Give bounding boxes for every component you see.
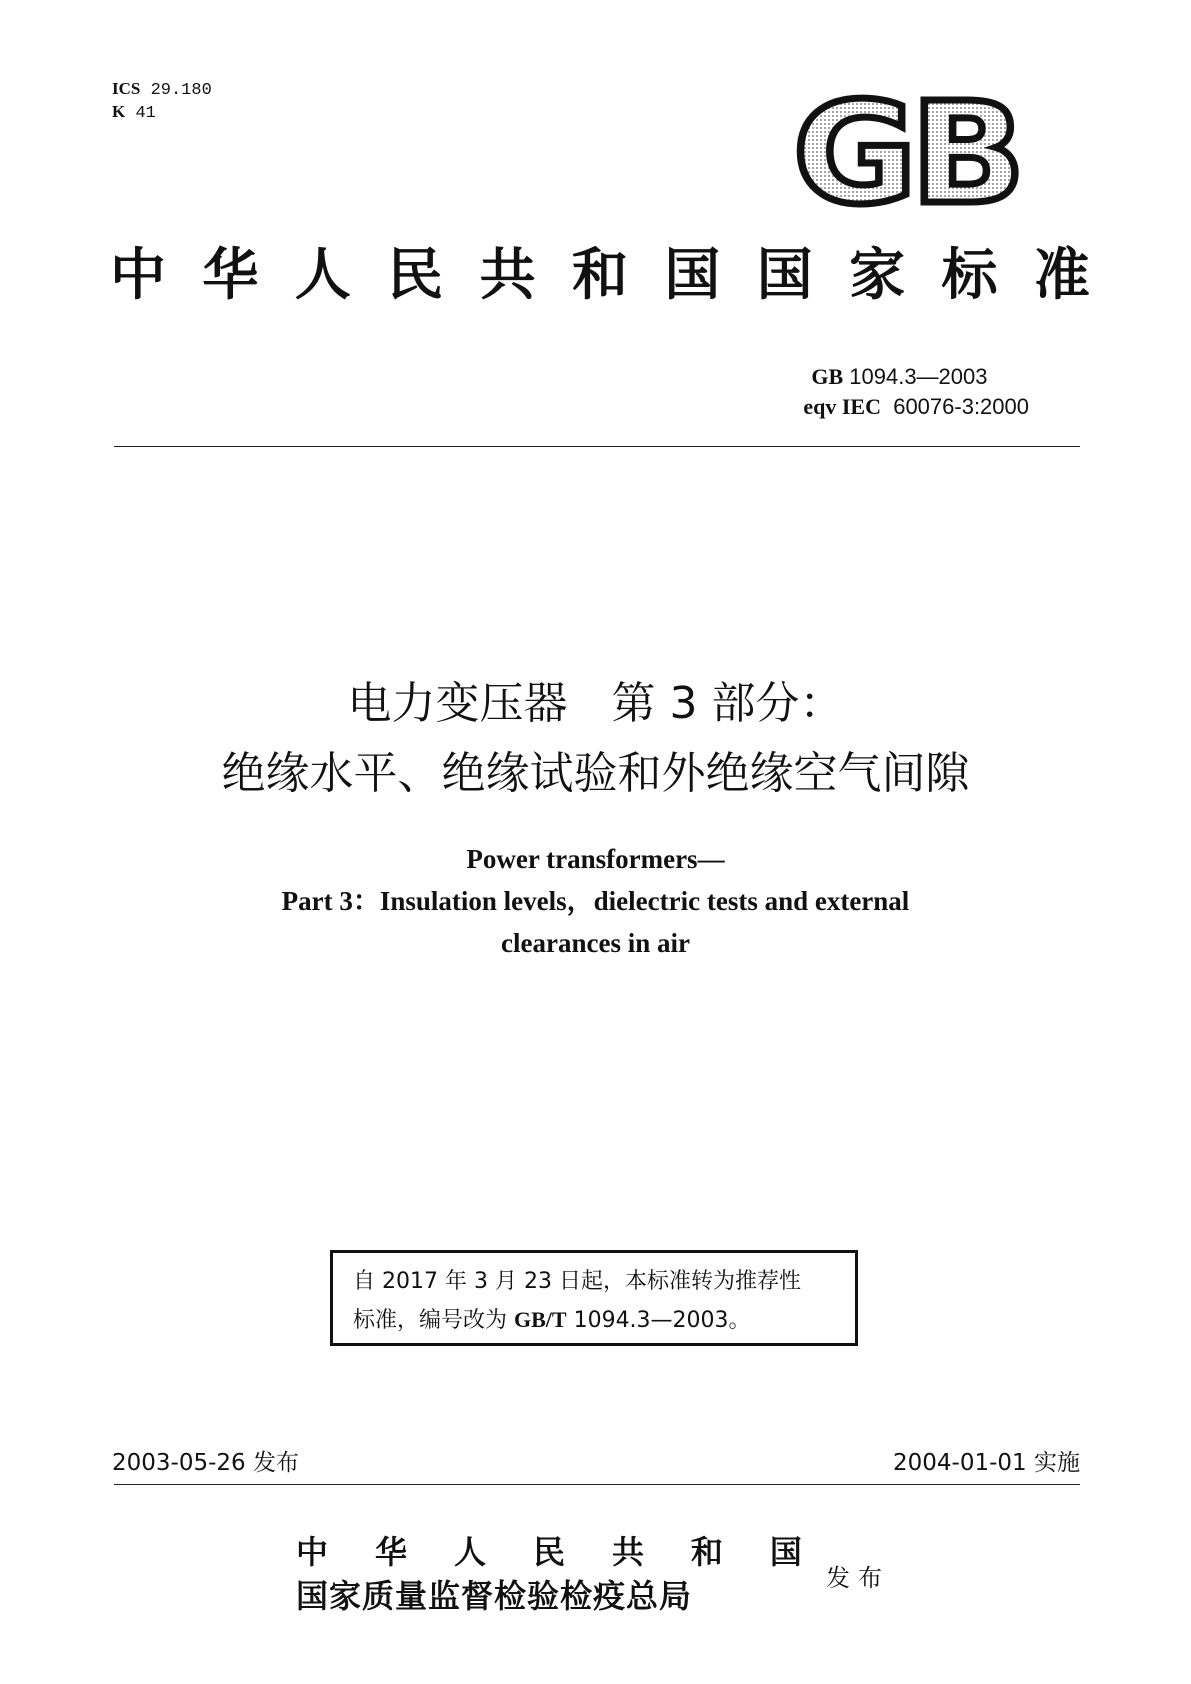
issuer-char: 民 (532, 1533, 565, 1571)
title-char: 华 (202, 243, 259, 308)
title-char: 家 (849, 243, 906, 308)
title-char: 共 (479, 243, 536, 308)
title-char: 和 (571, 243, 628, 308)
gb-logo (791, 90, 1023, 214)
ccs-code: K 41 (112, 102, 156, 123)
english-title-line-3: clearances in air (501, 928, 690, 958)
title-char: 国 (756, 243, 813, 308)
issuer-line-1 (296, 1530, 802, 1574)
standard-number: GB 1094.3—2003 (811, 364, 988, 389)
issuer-char: 华 (374, 1533, 407, 1571)
title-char: 中 (110, 243, 166, 308)
title-char: 国 (664, 243, 721, 308)
footer-divider (114, 1484, 1080, 1485)
equivalent-standard: eqv IEC 60076-3:2000 (803, 394, 1029, 419)
chinese-title-line-2: 绝缘水平、绝缘试验和外绝缘空气间隙 (221, 748, 970, 799)
national-standard-title (110, 244, 1090, 308)
header-divider (114, 446, 1080, 447)
classification-codes (112, 78, 212, 124)
issuer-line-2: 国家质量监督检验检疫总局 (296, 1577, 693, 1615)
title-char: 准 (1033, 243, 1090, 308)
issuer-char: 和 (690, 1533, 723, 1571)
publish-label: 发布 (826, 1564, 890, 1592)
standard-number-block (803, 362, 1029, 422)
issue-date: 2003-05-26 发布 (112, 1450, 299, 1476)
notice-line-2: 标准，编号改为 GB/T 1094.3—2003。 (353, 1307, 751, 1333)
notice-line-1: 自 2017 年 3 月 23 日起，本标准转为推荐性 (353, 1269, 801, 1294)
title-char: 人 (294, 243, 351, 308)
title-char: 民 (387, 243, 444, 308)
ics-code: ICS 29.180 (112, 79, 212, 100)
issuer-char: 人 (453, 1533, 486, 1571)
issuer-char: 中 (296, 1533, 329, 1571)
english-title-line-1: Power transformers— (466, 844, 725, 874)
title-char: 标 (941, 243, 998, 308)
issuer-char: 国 (769, 1533, 802, 1571)
issuer-char: 共 (611, 1533, 644, 1571)
chinese-title-line-1: 电力变压器 第 3 部分： (347, 678, 844, 729)
english-title-line-2: Part 3：Insulation levels，dielectric tests and external (281, 886, 910, 916)
svg-text:GB: GB (793, 90, 1019, 214)
conversion-notice-box (330, 1250, 858, 1346)
effective-date: 2004-01-01 实施 (893, 1450, 1080, 1476)
